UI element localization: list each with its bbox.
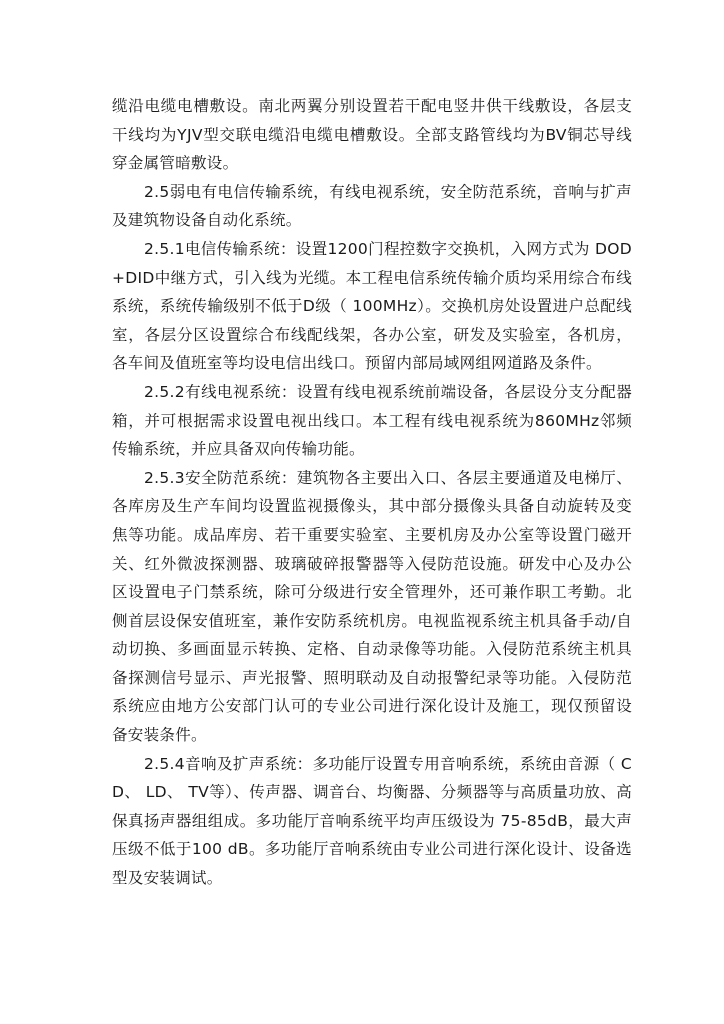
paragraph-2-5-2: 2.5.2有线电视系统：设置有线电视系统前端设备，各层设分支分配器箱，并可根据需求设置电视出线口。本工程有线电视系统为860MHz邻频传输系统，并应具备双向传输功能。	[112, 382, 632, 459]
body-text	[112, 92, 632, 893]
paragraph-2-5-3: 2.5.3安全防范系统：建筑物各主要出入口、各层主要通道及电梯厅、各库房及生产车间均设置监视摄像头，其中部分摄像头具备自动旋转及变焦等功能。成品库房、若干重要实验室、主要机房及办公室等设置门磁开关、红外微波探测器、玻璃破碎报警器等入侵防范设施。研发中心及办公区设置电子门禁系统，除可分级进行安全管理外，还可兼作职工考勤。北侧首层设保安值班室，兼作安防系统机房。电视监视系统主机具备手动/自动切换、多画面显示转换、定格、自动录像等功能。入侵防范系统主机具备探测信号显示、声光报警、照明联动及自动报警纪录等功能。入侵防范系统应由地方公安部门认可的专业公司进行深化设计及施工，现仅预留设备安装条件。	[112, 468, 632, 745]
paragraph-2-5: 2.5弱电有电信传输系统，有线电视系统，安全防范系统，音响与扩声及建筑物设备自动化系统。	[112, 182, 632, 230]
paragraph-continuation: 缆沿电缆电槽敷设。南北两翼分别设置若干配电竖井供干线敷设，各层支干线均为YJV型交联电缆沿电缆电槽敷设。全部支路管线均为BV铜芯导线穿金属管暗敷设。	[112, 97, 632, 173]
paragraph-2-5-1: 2.5.1电信传输系统：设置1200门程控数字交换机，入网方式为 DOD+DID中继方式，引入线为光缆。本工程电信系统传输介质均采用综合布线系统，系统传输级别不低于D级（ 100MHz）。交换机房处设置进户总配线室，各层分区设置综合布线配线架，各办公室，研发及实验室，各机房，各车间及值班室等均设电信出线口。预留内部局域网组网道路及条件。	[112, 239, 632, 373]
paragraph-2-5-4: 2.5.4音响及扩声系统：多功能厅设置专用音响系统，系统由音源（ CD、 LD、 TV等）、传声器、调音台、均衡器、分频器等与高质量功放、高保真扬声器组组成。多功能厅音响系统平均声压级设为 75-85dB，最大声压级不低于100 dB。多功能厅音响系统由专业公司进行深化设计、设备选型及安装调试。	[112, 754, 632, 888]
